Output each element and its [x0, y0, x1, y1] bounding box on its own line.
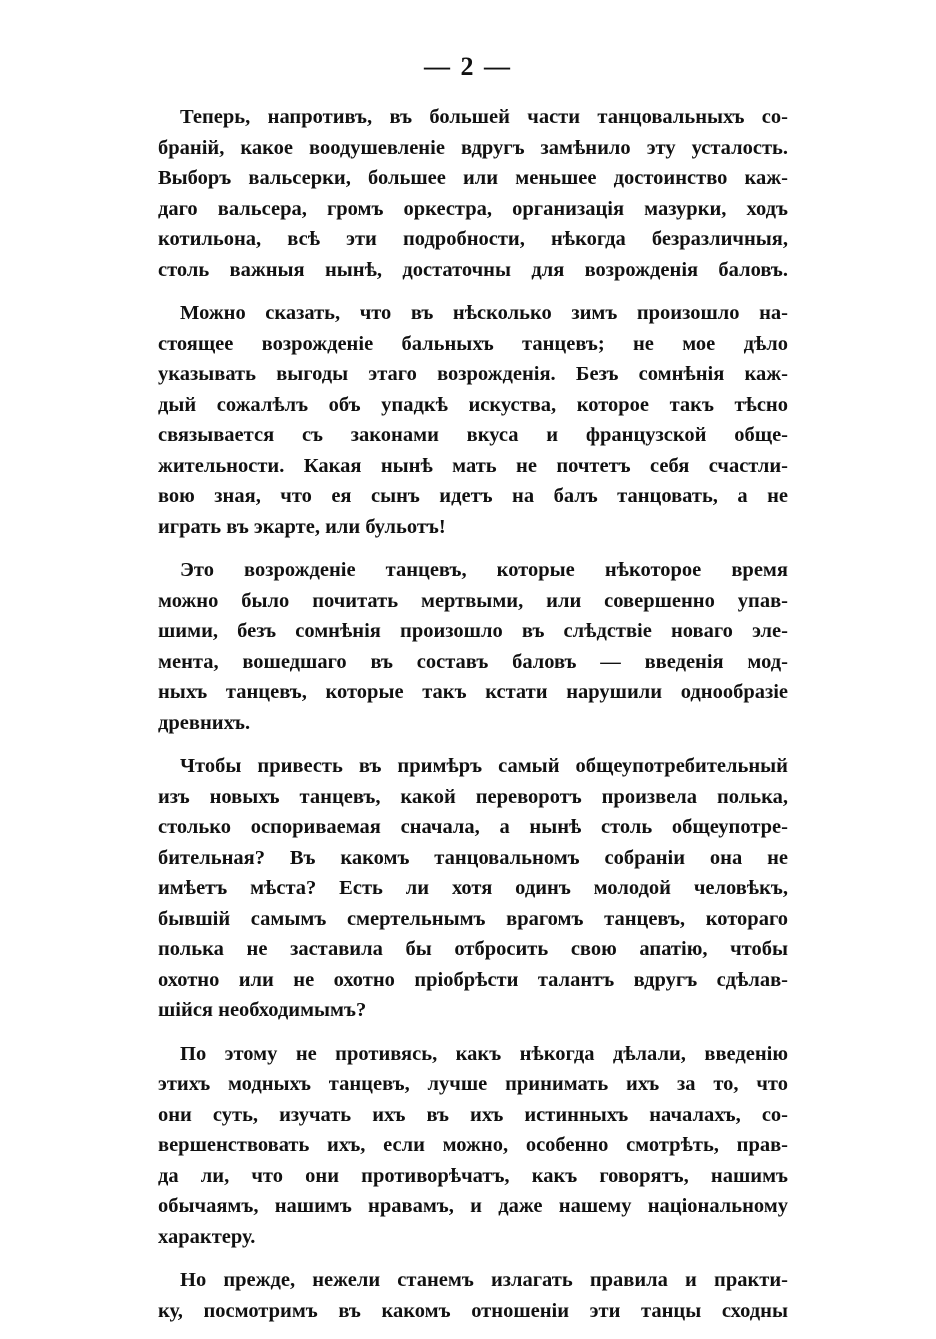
text-line: бительная? Въ какомъ танцовальномъ собраніи она не	[158, 846, 788, 869]
text-line: полька не заставила бы отбросить свою апатію, чтобы	[158, 938, 788, 960]
text-line: шійся необходимымъ?	[158, 999, 367, 1021]
paragraph-3	[158, 555, 788, 738]
text-line: древнихъ.	[158, 711, 251, 734]
text-line: Но прежде, нежели станемъ излагать правила и практи-	[180, 1269, 788, 1291]
text-line: жительности. Какая нынѣ мать не почтетъ себя счастли-	[158, 454, 788, 477]
text-line: играть въ экарте, или бульотъ!	[158, 515, 446, 538]
text-line: По этому не противясь, какъ нѣкогда дѣлали, введенію	[180, 1042, 788, 1065]
text-line: даго вальсера, громъ оркестра, организація мазурки, ходъ	[158, 197, 788, 220]
text-line: стоящее возрожденіе бальныхъ танцевъ; не мое дѣло	[158, 332, 788, 355]
text-line: изъ новыхъ танцевъ, какой переворотъ произвела полька,	[158, 785, 788, 808]
page-number: — 2 —	[424, 52, 512, 81]
text-line: Можно сказать, что въ нѣсколько зимъ произошло на-	[180, 302, 788, 324]
body-text	[158, 102, 788, 1339]
text-line: дый сожалѣлъ объ упадкѣ искуства, которое такъ тѣсно	[158, 393, 788, 416]
text-line: можно было почитать мертвыми, или совершенно упав-	[158, 589, 788, 612]
text-line: шими, безъ сомнѣнія произошло въ слѣдствіе новаго эле-	[158, 620, 788, 642]
text-line: браній, какое воодушевленіе вдругъ замѣнило эту усталость.	[158, 136, 788, 159]
text-line: мента, вошедшаго въ составъ баловъ — введенія мод-	[158, 650, 788, 673]
text-line: Это возрожденіе танцевъ, которые нѣкоторое время	[180, 559, 788, 581]
text-line: столько оспориваемая сначала, а нынѣ столь общеупотре-	[158, 816, 788, 838]
text-line: столь важныя нынѣ, достаточны для возрожденія баловъ.	[158, 258, 788, 281]
paragraph-1	[158, 102, 788, 285]
text-line: они суть, изучать ихъ въ ихъ истинныхъ началахъ, со-	[158, 1103, 788, 1126]
text-line: котильона, всѣ эти подробности, нѣкогда безразличныя,	[158, 228, 788, 250]
text-line: Чтобы привесть въ примѣръ самый общеупотребительный	[180, 755, 788, 777]
text-line: обычаямъ, нашимъ нравамъ, и даже нашему національному	[158, 1195, 788, 1217]
text-line: ку, посмотримъ въ какомъ отношеніи эти танцы сходны	[158, 1299, 788, 1322]
paragraph-6	[158, 1265, 788, 1326]
text-line: да ли, что они противорѣчатъ, какъ говорятъ, нашимъ	[158, 1164, 788, 1187]
paragraph-5	[158, 1039, 788, 1253]
text-line: вою зная, что ея сынъ идетъ на балъ танцовать, а не	[158, 485, 788, 507]
text-line: бывшій самымъ смертельнымъ врагомъ танцевъ, котораго	[158, 907, 788, 930]
text-line: Теперь, напротивъ, въ большей части танцовальныхъ со-	[180, 106, 788, 128]
text-line: охотно или не охотно пріобрѣсти талантъ вдругъ сдѣлав-	[158, 968, 788, 991]
text-line: указывать выгоды этаго возрожденія. Безъ сомнѣнія каж-	[158, 363, 788, 385]
text-line: Выборъ вальсерки, большее или меньшее достоинство каж-	[158, 167, 788, 189]
paragraph-4	[158, 751, 788, 1026]
text-line: этихъ модныхъ танцевъ, лучше принимать ихъ за то, что	[158, 1073, 788, 1095]
text-line: имѣетъ мѣста? Есть ли хотя одинъ молодой человѣкъ,	[158, 877, 788, 899]
paragraph-2	[158, 298, 788, 542]
text-line: ныхъ танцевъ, которые такъ кстати нарушили однообразіе	[158, 681, 788, 703]
text-line: связывается съ законами вкуса и французской обще-	[158, 424, 788, 446]
text-line: характеру.	[158, 1225, 256, 1248]
text-line: вершенствовать ихъ, если можно, особенно смотрѣть, прав-	[158, 1134, 788, 1156]
